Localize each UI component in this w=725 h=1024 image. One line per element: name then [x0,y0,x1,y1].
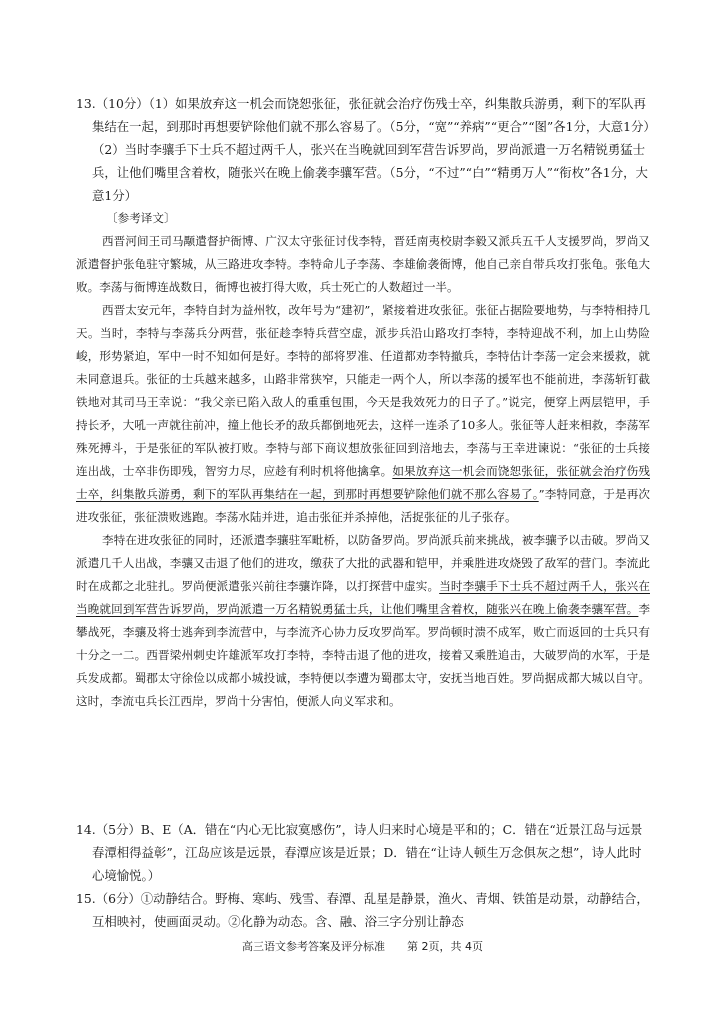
para2-underlined: 如果放弃这一机会而饶恕张征，张征就会治疗伤残士卒，纠集散兵游勇，剩下的军队再集结在一起，到那时再想要铲除他们就不那么容易了。 [76,464,650,501]
translation-para-2 [76,299,650,529]
translation-para-1: 西晋河间王司马颙遣督护衙博、广汉太守张征讨伐李特，晋廷南夷校尉李毅又派兵五千人支援罗尚，罗尚又派遣督护张龟驻守繁城，从三路进攻李特。李特命儿子李荡、李雄偷袭衙博，他自己亲自带兵攻打张龟。张龟大败。李荡与衙博连战数日，衙博也被打得大败，兵士死亡的人数超过一半。 [76,234,650,294]
question-14 [76,818,650,887]
para3-text-b: 李攀战死，李骧及将士逃奔到李流营中，与李流齐心协力反攻罗尚军。罗尚顿时溃不成军，败亡而返回的士兵只有十分之一二。西晋梁州刺史许雄派军攻打李特，李特击退了他的进攻，接着又乘胜追击，大破罗尚的水军，于是兵发成都。蜀郡太守徐俭以成都小城投诚，李特便以李遭为蜀郡太守，安抚当地百姓。罗尚据成都大城以自守。这时，李流屯兵长江西岸，罗尚十分害怕，便派人向义军求和。 [76,602,650,708]
para2-text-a: 西晋太安元年，李特自封为益州牧，改年号为“建初”，紧接着进攻张征。张征占据险要地势，与李特相持几天。当时，李特与李荡兵分两营，张征趁李特兵营空虚，派步兵沿山路攻打李特，李特迎战不利，加上山势险峻，形势紧迫，军中一时不知如何是好。李特的部将罗准、任道都劝李特撤兵，李特估计李荡一定会来援救，就未同意退兵。张征的士兵越来越多，山路非常狭窄，只能走一两个人，所以李荡的援军也不能前进，李荡斩钉截铁地对其司马王幸说：“我父亲已陷入敌人的重重包围，今天是我效死力的日子了。”说完，便穿上两层铠甲，手持长矛，大吼一声就往前冲，撞上他长矛的敌兵都倒地死去，这样一连杀了10多人。张征等人赶来相救，李荡军殊死搏斗，于是张征的军队被打败。李特与部下商议想放张征回到涪地去，李荡与王幸进谏说：“张征的士兵接连出战，士卒非伤即残，智穷力尽，应趁有利时机将他擒拿。 [76,303,650,478]
para3-underlined: 当时李骧手下士兵不超过两千人，张兴在当晚就回到军营告诉罗尚，罗尚派遣一万名精锐勇猛士兵，让他们嘴里含着枚，随张兴在晚上偷袭李骧军营。 [76,579,650,616]
translation-para-3 [76,529,650,713]
ref-label: 〔参考译文〕 [106,211,176,225]
para2-text-b: ”李特同意，于是再次进攻张征，张征溃败逃跑。李荡水陆并进，追击张征并杀掉他，活捉张征的儿子张存。 [76,487,651,524]
question-13 [76,92,650,207]
question-15 [76,887,650,933]
page-footer: 高三语文参考答案及评分标准 第 2页，共 4页 [242,940,483,953]
q15-answer: 15.（6分）①动静结合。野梅、寒屿、残雪、春潭、乱星是静景，渔火、青烟、铁笛是动景，动静结合，互相映衬，使画面灵动。②化静为动态。含、融、浴三字分别让静态 [76,891,649,929]
q13-answer: 13.（10分）（1）如果放弃这一机会而饶恕张征，张征就会治疗伤残士卒，纠集散兵游勇，剩下的军队再集结在一起，到那时再想要铲除他们就不那么容易了。（5分，“宽”“养病”“更合”“图”各1分，大意1分）（2）当时李骧手下士兵不超过两千人，张兴在当晚就回到军营告诉罗尚，罗尚派遣一万名精锐勇猛士兵，让他们嘴里含着枚，随张兴在晚上偷袭李骧军营。（5分，“不过”“白”“精勇万人”“衔枚”各1分，大意1分） [76,96,650,203]
reference-translation [76,207,650,713]
para3-text-a: 李特在进攻张征的同时，还派遣李骧驻军毗桥，以防备罗尚。罗尚派兵前来挑战，被李骧予以击破。罗尚又派遣几千人出战，李骧又击退了他们的进攻，缴获了大批的武器和铠甲，并乘胜进攻烧毁了敌军的营门。李流此时在成都之北驻扎。罗尚便派遣张兴前往李骧诈降，以打探营中虚实。 [76,533,650,593]
q14-answer: 14.（5分）B、E（A．错在“内心无比寂寞感伤”，诗人归来时心境是平和的；C．错在“近景江岛与远景春潭相得益彰”，江岛应该是远景，春潭应该是近景；D．错在“让诗人顿生万念俱灰之想”，诗人此时心境愉悦。） [76,822,643,883]
